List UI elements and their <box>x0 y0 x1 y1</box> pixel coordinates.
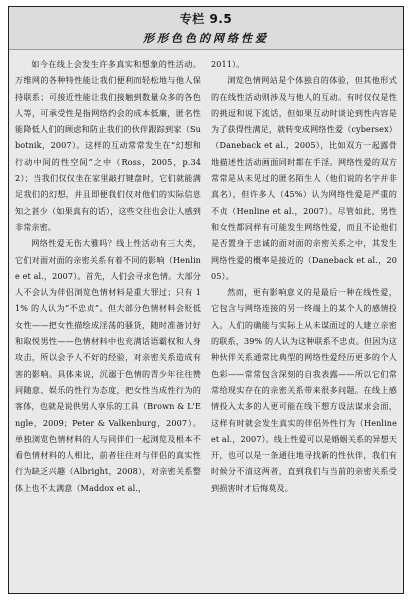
paragraph-p2: 网络性爱无伤大雅吗？线上性活动有三大类，它们对面对面的亲密关系有着不同的影响（Henline et al.，2007）。首先，人们会寻求色情。大部分人不会认为伴侣浏览色情材料是重大罪过；只有 11% 的人认为“不忠贞”。但大部分色情材料会贬低女性——把女性描绘成淫荡的骚货，随时准备讨好和取悦男性——色情材料中也充满话语霸权和人身攻击，所以会予人不好的经验，对亲密关系造成有害的影响。具体来说，沉溺于色情的青少年往往赞同随意、娱乐的性行为态度，把女性当成性行为的客体，也就是说供男人享乐的工具（Brown & L'Engle，2009；Peter & Valkenburg，2007）。单独浏览色情材料的人与同伴们一起浏览及根本不看色情材料的人相比，前者往往对与伴侣的真实性行为缺乏兴趣（Albright，2008），对亲密关系整体上也不太满意（Maddox et al.， <box>15 238 201 493</box>
column-box <box>8 6 404 594</box>
box-label: 专栏 9.5 <box>179 12 233 26</box>
box-header <box>9 7 403 50</box>
right-column <box>211 56 397 589</box>
paragraph-p5: 然而，更有影响意义的是最后一种在线性爱，它包含与网络连接的另一终端上的某个人的感情投入。人们的确能与实际上从未谋面过的人建立亲密的联系，39% 的人认为这种联系不忠贞。但因为这种伙伴关系通常比典型的网络性爱经历更多的个人色彩——常常包含深刻的自我表露——所以它们常常给现实存在的亲密关系带来很多问题。在线上感情投入太多的人更可能在线下想方设法谋求会面，这样有时就会发生真实的伴侣外性行为（Henline et al.，2007）。线上性爱可以是婚姻关系的异想天开，也可以是一条通往地寻找新的性伙伴，我们有时候分不清这两者，直到我们与当前的亲密关系受到损害时才后悔莫及。 <box>211 287 397 493</box>
paragraph-p1: 如今在线上会发生许多真实和想象的性活动。万维网的各种特性能让我们便利而轻松地与他人保持联系；可接近性能让我们接触到数量众多的各色人等，可承受性是指网络约会的成本低廉，匿名性能降低人们的顾虑和防止我们的伙伴跟踪到家（Subotnik，2007）。这样的互动常常发生在“幻想和行动中间的性空间”之中（Ross，2005，p.342）；当我们仅仅坐在家里敲打键盘时，它们就能满足我们的幻想，并且即便我们仅对他们的实际信息知之甚少（如果真有的话），这些交往也会让人感到非常亲密。 <box>15 59 201 232</box>
text-columns <box>15 56 397 589</box>
paragraph-p3: 2011）。 <box>211 59 245 69</box>
paragraph-p4: 浏览色情网站是个体独自的体验，但其他形式的在线性活动则涉及与他人的互动。有时仅仅是性的挑逗和说下流话，但如果互动时谈论到性内容是为了获得性满足，就转变成网络性爱（cybersex）（Daneback et al.，2005），比如双方一起露骨地描述性活动画面同时都在手淫。网络性爱的双方常常是从未见过的匿名陌生人（他们说的名字并非真名），但许多人（45%）认为网络性爱是严重的不贞（Henline et al.，2007）。尽管如此，男性和女性都同样有可能发生网络性爱，而且不论他们是否置身于忠诚的面对面的亲密关系之中，其发生网络性爱的概率是接近的（Daneback et al.，2005）。 <box>211 75 397 281</box>
left-column <box>15 56 201 589</box>
box-title: 形形色色的网络性爱 <box>143 32 269 45</box>
